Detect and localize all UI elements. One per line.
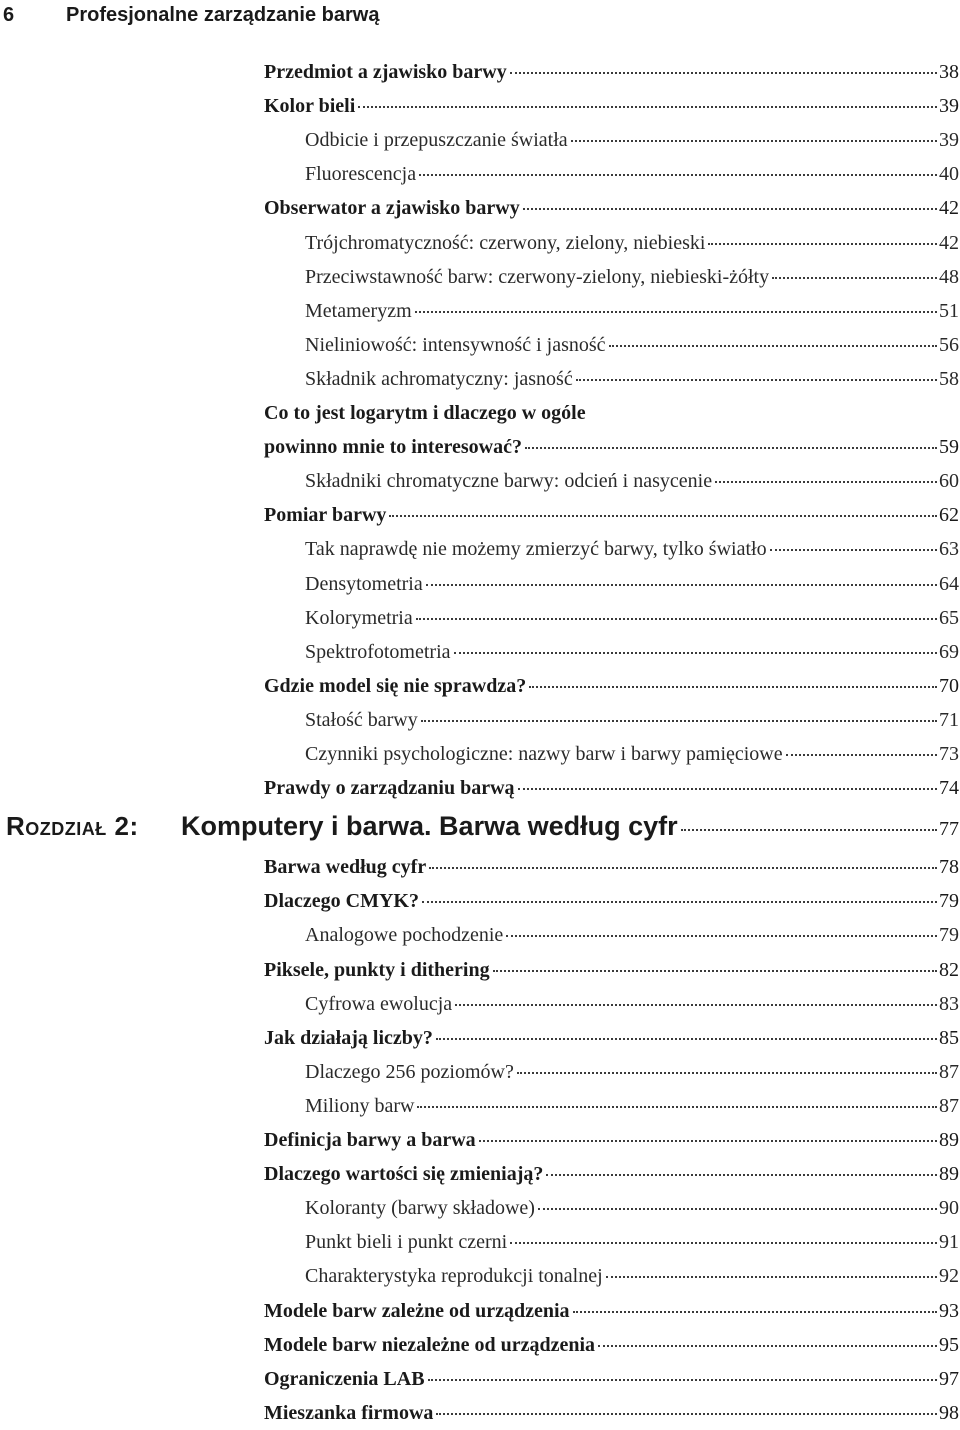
toc-entry-page: 90 xyxy=(939,1197,959,1220)
dot-leader xyxy=(416,618,937,620)
toc-entry-page: 58 xyxy=(939,367,959,390)
toc-entry-title: Mieszanka firmowa xyxy=(264,1401,434,1424)
toc-entry[interactable] xyxy=(264,1362,959,1396)
dot-leader xyxy=(422,901,937,903)
dot-leader xyxy=(506,935,937,937)
toc-entry[interactable] xyxy=(305,362,959,396)
toc-entry[interactable] xyxy=(305,635,959,669)
dot-leader xyxy=(518,788,937,790)
toc-entry-title: Prawdy o zarządzaniu barwą xyxy=(264,777,515,800)
toc-entry-page: 74 xyxy=(939,777,959,800)
dot-leader xyxy=(523,208,937,210)
dot-leader xyxy=(419,174,937,176)
toc-entry-title: Stałość barwy xyxy=(305,708,418,731)
toc-entry[interactable] xyxy=(305,1225,959,1259)
toc-entry-page: 82 xyxy=(939,958,959,981)
toc-entry-page: 85 xyxy=(939,1026,959,1049)
toc-entry[interactable] xyxy=(305,157,959,191)
dot-leader xyxy=(573,1311,938,1313)
toc-entry-title: Przeciwstawność barw: czerwony-zielony, niebieski-żółty xyxy=(305,265,770,288)
toc-entry[interactable] xyxy=(264,1328,959,1362)
toc-entry-page: 42 xyxy=(939,197,959,220)
toc-entry-title: Dlaczego CMYK? xyxy=(264,890,419,913)
book-title: Profesjonalne zarządzanie barwą xyxy=(66,4,380,26)
toc-entry[interactable] xyxy=(305,918,959,952)
dot-leader xyxy=(517,1072,937,1074)
page-number: 6 xyxy=(3,4,15,26)
toc-entry[interactable] xyxy=(305,226,959,260)
toc-entry[interactable] xyxy=(264,1123,959,1157)
toc-entry-title: Metameryzm xyxy=(305,299,412,322)
toc-entry-page: 38 xyxy=(939,61,959,83)
toc-entry-page: 59 xyxy=(939,436,959,459)
toc-entry-page: 51 xyxy=(939,299,959,322)
toc-entry-title: Koloranty (barwy składowe) xyxy=(305,1197,535,1220)
toc-entry-title: Dlaczego wartości się zmieniają? xyxy=(264,1163,544,1186)
toc-entry-title: Nieliniowość: intensywność i jasność xyxy=(305,333,606,356)
toc-entry-title: Gdzie model się nie sprawdza? xyxy=(264,674,527,697)
toc-entry-page: 39 xyxy=(939,95,959,118)
toc-entry[interactable] xyxy=(264,498,959,532)
dot-leader xyxy=(786,754,937,756)
toc-entry-page: 92 xyxy=(939,1265,959,1288)
dot-leader xyxy=(546,1174,937,1176)
chapter-page: 77 xyxy=(939,818,959,841)
dot-leader xyxy=(436,1413,937,1415)
toc-entry-title: Jak działają liczby? xyxy=(264,1026,433,1049)
toc-entry-title: Spektrofotometria xyxy=(305,640,451,663)
toc-entry-title: Punkt bieli i punkt czerni xyxy=(305,1231,508,1254)
toc-entry-page: 39 xyxy=(939,129,959,152)
dot-leader xyxy=(770,549,937,551)
toc-entry-title-line1[interactable]: Co to jest logarytm i dlaczego w ogóle xyxy=(264,402,586,424)
toc-entry-title: Analogowe pochodzenie xyxy=(305,924,504,947)
toc-entry[interactable] xyxy=(305,1055,959,1089)
toc-entry-title: Densytometria xyxy=(305,572,423,595)
dot-leader xyxy=(389,515,937,517)
toc-entry[interactable] xyxy=(305,737,959,771)
dot-leader xyxy=(772,277,937,279)
toc-entry-title: Składniki chromatyczne barwy: odcień i nasycenie xyxy=(305,470,713,493)
dot-leader xyxy=(510,72,937,74)
toc-entry[interactable] xyxy=(305,1259,959,1293)
toc-entry[interactable] xyxy=(305,1191,959,1225)
toc-entry-title: Kolor bieli xyxy=(264,95,356,118)
toc-entry-title: Kolorymetria xyxy=(305,606,413,629)
toc-entry-page: 97 xyxy=(939,1367,959,1390)
dot-leader xyxy=(715,481,937,483)
toc-entry-page: 87 xyxy=(939,1060,959,1083)
dot-leader xyxy=(681,829,937,831)
dot-leader xyxy=(538,1208,937,1210)
dot-leader xyxy=(417,1106,937,1108)
toc-entry-title: Fluorescencja xyxy=(305,163,417,186)
toc-entry-page: 95 xyxy=(939,1333,959,1356)
toc-entry-page: 69 xyxy=(939,640,959,663)
dot-leader xyxy=(510,1242,937,1244)
toc-entry[interactable] xyxy=(305,987,959,1021)
toc-entry-title: Charakterystyka reprodukcji tonalnej xyxy=(305,1265,603,1288)
toc-entry-page: 78 xyxy=(939,856,959,879)
toc-entry-title: Cyfrowa ewolucja xyxy=(305,992,453,1015)
dot-leader xyxy=(436,1038,937,1040)
toc-entry[interactable] xyxy=(305,123,959,157)
dot-leader xyxy=(606,1276,937,1278)
toc-entry-page: 48 xyxy=(939,265,959,288)
toc-entry-page: 56 xyxy=(939,333,959,356)
toc-entry-title: Pomiar barwy xyxy=(264,504,387,527)
toc-entry[interactable] xyxy=(305,532,959,566)
toc-entry-title: Piksele, punkty i dithering xyxy=(264,958,490,981)
chapter-label: Rozdział 2: xyxy=(6,811,139,842)
toc-entry-title: Przedmiot a zjawisko barwy xyxy=(264,61,507,83)
dot-leader xyxy=(571,140,937,142)
toc-entry-page: 60 xyxy=(939,470,959,493)
toc-entry-page: 62 xyxy=(939,504,959,527)
toc-entry-page: 71 xyxy=(939,708,959,731)
dot-leader xyxy=(429,867,937,869)
toc-entry[interactable] xyxy=(264,953,959,987)
dot-leader xyxy=(708,243,937,245)
toc-entry-page: 89 xyxy=(939,1129,959,1151)
toc-entry-title: Miliony barw xyxy=(305,1094,415,1117)
toc-entry[interactable] xyxy=(305,328,959,362)
toc-entry-page: 87 xyxy=(939,1094,959,1117)
dot-leader xyxy=(421,720,937,722)
toc-entry-title-line2: powinno mnie to interesować? xyxy=(264,436,522,459)
toc-entry[interactable] xyxy=(305,1089,959,1123)
toc-entry-page: 83 xyxy=(939,992,959,1015)
toc-entry-page: 73 xyxy=(939,743,959,765)
running-header xyxy=(0,0,960,30)
toc-entry-page: 64 xyxy=(939,572,959,595)
toc-entry-title: Modele barw niezależne od urządzenia xyxy=(264,1333,596,1356)
toc-entry[interactable] xyxy=(264,89,959,123)
toc-entry[interactable] xyxy=(264,1021,959,1055)
dot-leader xyxy=(525,447,937,449)
dot-leader xyxy=(415,311,937,313)
toc-entry[interactable] xyxy=(305,294,959,328)
toc-entry-page: 42 xyxy=(939,231,959,254)
toc-entry[interactable] xyxy=(264,850,959,884)
toc-entry[interactable] xyxy=(305,464,959,498)
toc-entry-page: 93 xyxy=(939,1299,959,1322)
toc-entry-title: Definicja barwy a barwa xyxy=(264,1129,476,1151)
toc-entry-title: Dlaczego 256 poziomów? xyxy=(305,1060,514,1083)
toc-entry-page: 91 xyxy=(939,1231,959,1254)
toc-entry-page: 70 xyxy=(939,674,959,697)
dot-leader xyxy=(576,379,937,381)
dot-leader xyxy=(529,686,937,688)
toc-entry[interactable] xyxy=(264,669,959,703)
toc-entry-title: Tak naprawdę nie możemy zmierzyć barwy, tylko światło xyxy=(305,538,767,561)
toc-entry[interactable] xyxy=(264,55,959,89)
toc-entry-page: 79 xyxy=(939,924,959,947)
chapter-entry[interactable] xyxy=(181,806,959,846)
toc-entry-page: 40 xyxy=(939,163,959,186)
toc-entry-page: 89 xyxy=(939,1163,959,1186)
toc-entry[interactable] xyxy=(264,430,959,464)
toc-entry[interactable] xyxy=(264,1396,959,1430)
toc-entry-page: 98 xyxy=(939,1401,959,1424)
toc-entry[interactable] xyxy=(264,191,959,225)
chapter-title: Komputery i barwa. Barwa według cyfr xyxy=(181,811,678,842)
toc-entry[interactable] xyxy=(264,1294,959,1328)
toc-entry-title: Składnik achromatyczny: jasność xyxy=(305,367,573,390)
toc-entry-title: Trójchromatyczność: czerwony, zielony, niebieski xyxy=(305,231,706,254)
dot-leader xyxy=(455,1004,937,1006)
toc-entry-page: 65 xyxy=(939,606,959,629)
dot-leader xyxy=(358,106,937,108)
toc-entry-title: Modele barw zależne od urządzenia xyxy=(264,1299,570,1322)
dot-leader xyxy=(479,1140,937,1142)
toc-entry[interactable] xyxy=(264,884,959,918)
toc-entry-title: Odbicie i przepuszczanie światła xyxy=(305,129,568,152)
dot-leader xyxy=(428,1379,937,1381)
dot-leader xyxy=(609,345,937,347)
dot-leader xyxy=(454,652,937,654)
dot-leader xyxy=(493,970,937,972)
toc-entry-title: Ograniczenia LAB xyxy=(264,1367,425,1390)
toc-entry[interactable] xyxy=(264,771,959,805)
toc-entry[interactable] xyxy=(264,1157,959,1191)
toc-entry[interactable] xyxy=(305,260,959,294)
toc-entry-title: Czynniki psychologiczne: nazwy barw i barwy pamięciowe xyxy=(305,743,783,765)
toc-entry-title: Barwa według cyfr xyxy=(264,856,427,879)
toc-entry[interactable] xyxy=(305,703,959,737)
toc-entry-title: Obserwator a zjawisko barwy xyxy=(264,197,520,220)
toc-entry[interactable] xyxy=(305,601,959,635)
toc-entry-page: 63 xyxy=(939,538,959,561)
dot-leader xyxy=(426,584,937,586)
dot-leader xyxy=(598,1345,937,1347)
toc-entry[interactable] xyxy=(305,567,959,601)
toc-entry-page: 79 xyxy=(939,890,959,913)
